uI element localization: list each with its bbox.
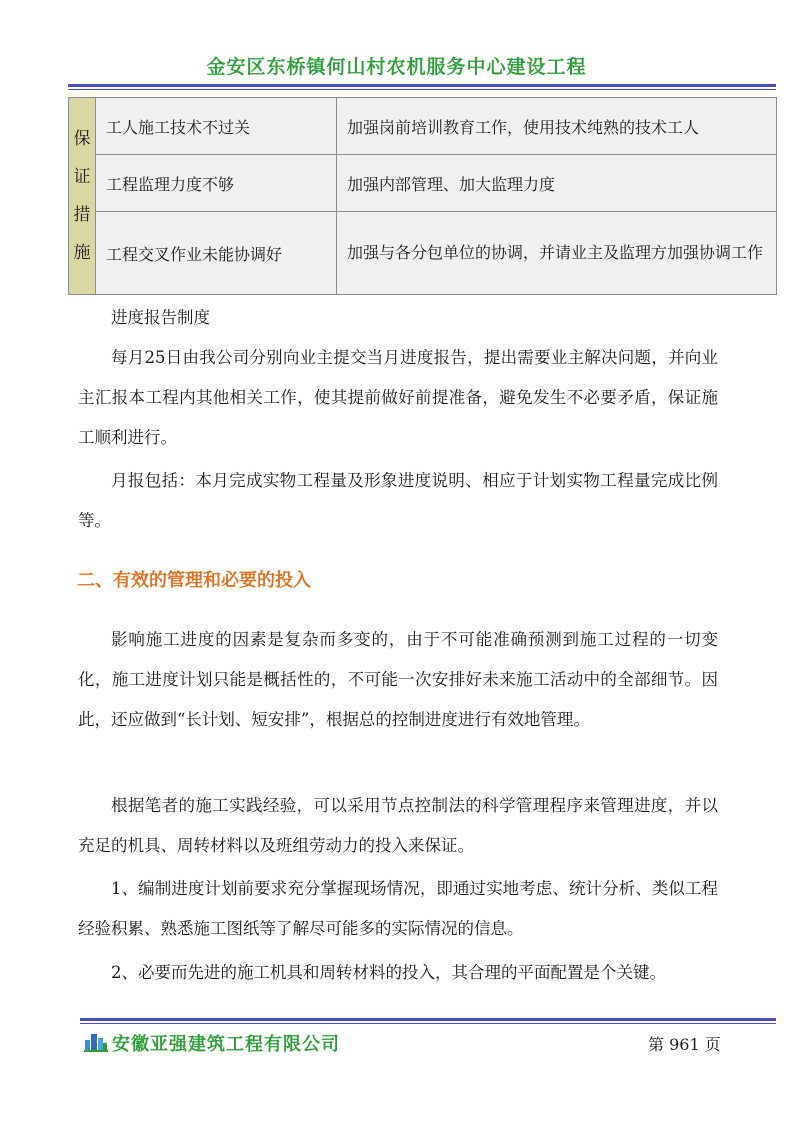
problem-cell: 工程交叉作业未能协调好 (96, 212, 337, 295)
page-header-title: 金安区东桥镇何山村农机服务中心建设工程 (206, 56, 587, 78)
table-row (69, 155, 777, 212)
header-rule-thin (68, 89, 776, 90)
side-label-cell (69, 98, 96, 295)
paragraph-report-contents: 月报包括：本月完成实物工程量及形象进度说明、相应于计划实物工程量完成比例等。 (78, 471, 718, 530)
table-row (69, 212, 777, 295)
problem-cell: 工人施工技术不过关 (96, 98, 337, 155)
paragraph-item-1: 1、编制进度计划前要求充分掌握现场情况，即通过实地考虑、统计分析、类似工程经验积累、熟悉施工图纸等了解尽可能多的实际情况的信息。 (78, 879, 718, 938)
side-label-char: 保 (73, 129, 91, 149)
measures-table (68, 97, 777, 295)
header-rule (68, 84, 776, 87)
paragraph-factors: 影响施工进度的因素是复杂而多变的，由于不可能准确预测到施工过程的一切变化，施工进度计划只能是概括性的，不可能一次安排好未来施工活动中的全部细节。因此，还应做到“长计划、短安排”，根据总的控制进度进行有效地管理。 (78, 630, 718, 729)
problem-cell: 工程监理力度不够 (96, 155, 337, 212)
measure-cell: 加强内部管理、加大监理力度 (337, 155, 777, 212)
measure-cell: 加强岗前培训教育工作，使用技术纯熟的技术工人 (337, 98, 777, 155)
side-label-char: 证 (73, 167, 91, 187)
paragraph-progress-report: 进度报告制度 (111, 308, 210, 327)
paragraph-method: 根据笔者的施工实践经验，可以采用节点控制法的科学管理程序来管理进度，并以充足的机具、周转材料以及班组劳动力的投入来保证。 (78, 796, 718, 855)
side-label-char: 措 (73, 205, 91, 225)
footer-rule (80, 1018, 776, 1021)
building-logo-icon (84, 1030, 108, 1052)
footer-page-number: 第 961 页 (648, 1035, 721, 1054)
section-heading: 二、有效的管理和必要的投入 (77, 570, 311, 591)
measure-cell: 加强与各分包单位的协调，并请业主及监理方加强协调工作 (337, 212, 777, 295)
paragraph-item-2: 2、必要而先进的施工机具和周转材料的投入，其合理的平面配置是个关键。 (111, 963, 666, 982)
footer-rule-thin (80, 1023, 776, 1024)
paragraph-monthly-report: 每月25日由我公司分别向业主提交当月进度报告，提出需要业主解决问题，并向业主汇报本工程内其他相关工作，使其提前做好前提准备，避免发生不必要矛盾，保证施工顺利进行。 (78, 348, 718, 447)
side-label-char: 施 (73, 243, 91, 263)
table-row (69, 98, 777, 155)
footer-company-name: 安徽亚强建筑工程有限公司 (112, 1034, 340, 1055)
